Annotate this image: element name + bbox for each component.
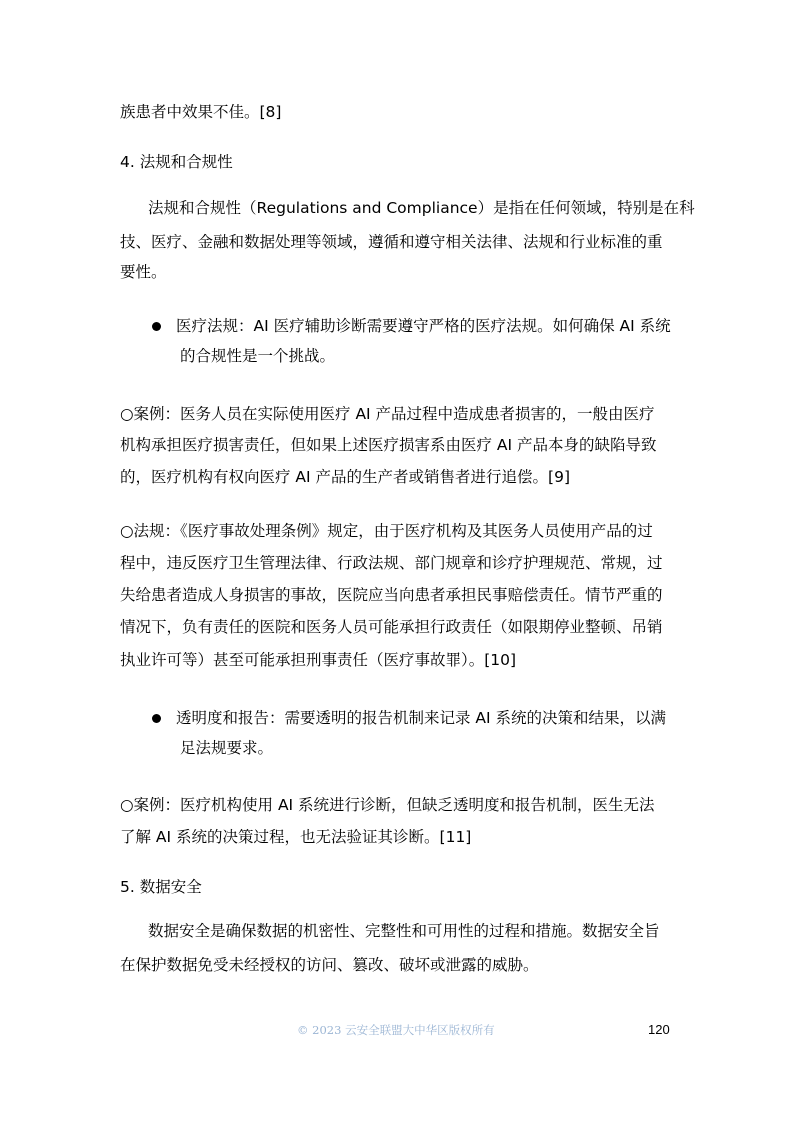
law-paragraph-line: 情况下，负有责任的医院和医务人员可能承担行政责任（如限期停业整顿、吊销 — [120, 618, 663, 636]
case-paragraph-line: 机构承担医疗损害责任，但如果上述医疗损害系由医疗 AI 产品本身的缺陷导致 — [120, 436, 657, 454]
bullet-icon — [152, 714, 161, 723]
footer-copyright: © 2023 云安全联盟大中华区版权所有 — [297, 1023, 495, 1037]
law-paragraph-line: 程中，违反医疗卫生管理法律、行政法规、部门规章和诊疗护理规范、常规，过 — [120, 554, 663, 572]
case-paragraph-line: ○案例：医务人员在实际使用医疗 AI 产品过程中造成患者损害的，一般由医疗 — [120, 405, 655, 423]
paragraph-line: 要性。 — [120, 263, 167, 281]
case-paragraph-line: 的，医疗机构有权向医疗 AI 产品的生产者或销售者进行追偿。[9] — [120, 468, 570, 486]
section-heading-4: 4. 法规和合规性 — [120, 153, 233, 171]
case-paragraph-line: ○案例：医疗机构使用 AI 系统进行诊断，但缺乏透明度和报告机制，医生无法 — [120, 796, 655, 814]
paragraph-line: 技、医疗、金融和数据处理等领域，遵循和遵守相关法律、法规和行业标准的重 — [120, 233, 663, 251]
law-paragraph-line: 失给患者造成人身损害的事故，医院应当向患者承担民事赔偿责任。情节严重的 — [120, 586, 663, 604]
paragraph-line: 数据安全是确保数据的机密性、完整性和可用性的过程和措施。数据安全旨 — [148, 922, 660, 940]
paragraph-line: 法规和合规性（Regulations and Compliance）是指在任何领域，特别是在科 — [148, 199, 695, 217]
bullet-item-line: 透明度和报告：需要透明的报告机制来记录 AI 系统的决策和结果，以满 — [176, 709, 667, 727]
paragraph-line: 族患者中效果不佳。[8] — [120, 103, 282, 121]
law-paragraph-line: ○法规：《医疗事故处理条例》规定，由于医疗机构及其医务人员使用产品的过 — [120, 522, 653, 540]
section-heading-5: 5. 数据安全 — [120, 878, 202, 896]
law-paragraph-line: 执业许可等）甚至可能承担刑事责任（医疗事故罪）。[10] — [120, 651, 517, 669]
page-number: 120 — [648, 1022, 670, 1037]
bullet-icon — [152, 322, 161, 331]
bullet-item-line: 的合规性是一个挑战。 — [180, 347, 336, 365]
page-footer — [0, 1020, 793, 1040]
case-paragraph-line: 了解 AI 系统的决策过程，也无法验证其诊断。[11] — [120, 828, 472, 846]
bullet-item-line: 医疗法规：AI 医疗辅助诊断需要遵守严格的医疗法规。如何确保 AI 系统 — [176, 317, 671, 335]
bullet-item-line: 足法规要求。 — [180, 739, 274, 757]
paragraph-line: 在保护数据免受未经授权的访问、篡改、破坏或泄露的威胁。 — [120, 956, 539, 974]
